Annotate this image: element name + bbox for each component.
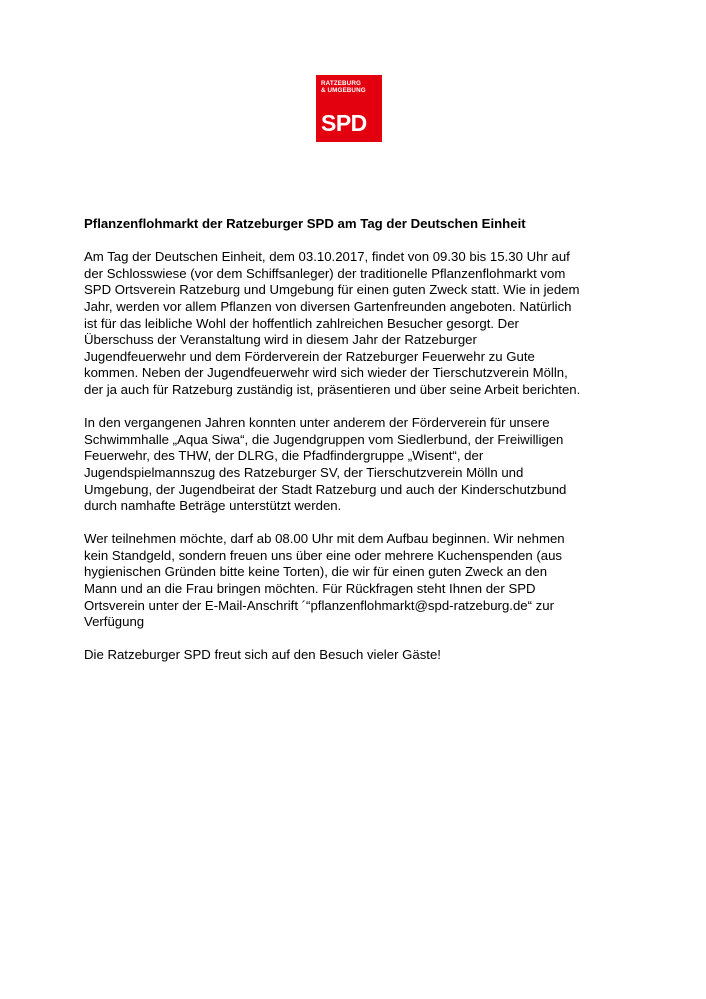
- paragraph-line: Jugendfeuerwehr und dem Förderverein der Ratzeburger Feuerwehr zu Gute: [84, 348, 535, 364]
- paragraph-1: [84, 249, 644, 398]
- paragraph-line: Feuerwehr, des THW, der DLRG, die Pfadfindergruppe „Wisent“, der: [84, 448, 484, 464]
- paragraph-2: [84, 415, 644, 515]
- paragraph-line: In den vergangenen Jahren konnten unter anderem der Förderverein für unsere: [84, 415, 550, 431]
- paragraphs: [84, 249, 644, 664]
- paragraph-3: [84, 531, 644, 631]
- document-body: [84, 216, 644, 681]
- paragraph-line: Am Tag der Deutschen Einheit, dem 03.10.2017, findet von 09.30 bis 15.30 Uhr auf: [84, 249, 570, 265]
- paragraph-line: hygienischen Gründen bitte keine Torten), die wir für einen guten Zweck an den: [84, 564, 548, 580]
- paragraph-line: Überschuss der Veranstaltung wird in diesem Jahr der Ratzeburger: [84, 332, 477, 348]
- document-title: Pflanzenflohmarkt der Ratzeburger SPD am Tag der Deutschen Einheit: [84, 216, 526, 231]
- paragraph-line: der Schlosswiese (vor dem Schiffsanleger) der traditionelle Pflanzenflohmarkt vom: [84, 265, 566, 281]
- paragraph-line: Jahr, werden vor allem Pflanzen von diversen Gartenfreunden angeboten. Natürlich: [84, 298, 572, 314]
- paragraph-line: der ja auch für Ratzeburg zuständig ist, präsentieren und über seine Arbeit berichten.: [84, 381, 581, 397]
- spd-logo: [316, 75, 382, 142]
- paragraph-line: Ortsverein unter der E-Mail-Anschrift ´“pflanzenflohmarkt@spd-ratzeburg.de“ zur: [84, 597, 554, 613]
- paragraph-line: SPD Ortsverein Ratzeburg und Umgebung für einen guten Zweck statt. Wie in jedem: [84, 282, 580, 298]
- paragraph-4: [84, 647, 644, 664]
- logo-line-umgebung: & UMGEBUNG: [321, 87, 366, 94]
- paragraph-line: Schwimmhalle „Aqua Siwa“, die Jugendgruppen vom Siedlerbund, der Freiwilligen: [84, 431, 564, 447]
- paragraph-line: Verfügung: [84, 614, 145, 630]
- logo-line-ratzeburg: RATZEBURG: [321, 80, 361, 87]
- paragraph-line: durch namhafte Beträge unterstützt werden.: [84, 498, 342, 514]
- paragraph-line: Jugendspielmannszug des Ratzeburger SV, der Tierschutzverein Mölln und: [84, 464, 524, 480]
- paragraph-line: Wer teilnehmen möchte, darf ab 08.00 Uhr mit dem Aufbau beginnen. Wir nehmen: [84, 531, 565, 547]
- paragraph-line: Die Ratzeburger SPD freut sich auf den Besuch vieler Gäste!: [84, 647, 441, 663]
- paragraph-line: kein Standgeld, sondern freuen uns über eine oder mehrere Kuchenspenden (aus: [84, 547, 563, 563]
- paragraph-line: Mann und an die Frau bringen möchten. Für Rückfragen steht Ihnen der SPD: [84, 581, 536, 597]
- logo-wordmark: SPD: [321, 110, 367, 136]
- paragraph-line: Umgebung, der Jugendbeirat der Stadt Ratzeburg und auch der Kinderschutzbund: [84, 481, 567, 497]
- paragraph-line: ist für das leibliche Wohl der hoffentlich zahlreichen Besucher gesorgt. Der: [84, 315, 519, 331]
- paragraph-line: kommen. Neben der Jugendfeuerwehr wird sich wieder der Tierschutzverein Mölln,: [84, 365, 568, 381]
